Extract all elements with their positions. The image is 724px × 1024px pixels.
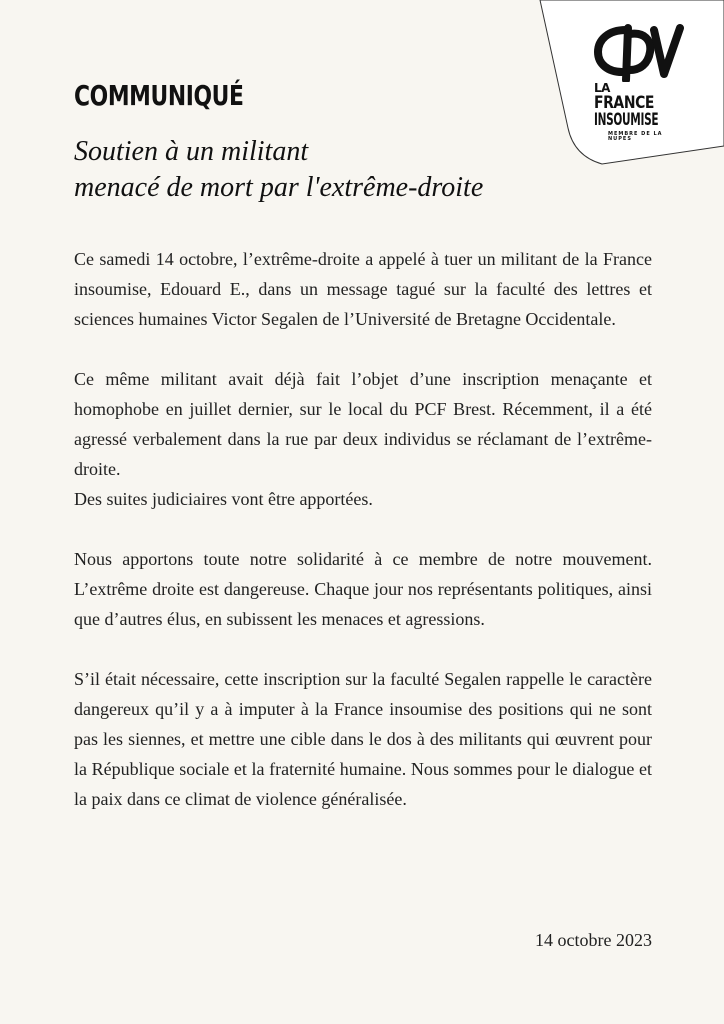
lfi-logo <box>594 24 686 140</box>
paragraph-4: S’il était nécessaire, cette inscription sur la faculté Segalen rappelle le caractère dangereux qu’il y a à imputer à la France insoumise des positions qui ne sont pas les siennes, et mettre une cible dans le dos à des militants qui œuvrent pour la République sociale et la fraternité humaine. Nous sommes pour le dialogue et la paix dans ce climat de violence généralisée. <box>74 669 652 809</box>
subtitle-line-2: menacé de mort par l'extrême-droite <box>74 172 484 203</box>
paragraph-2-last-line: Des suites judiciaires vont être apportées. <box>74 489 373 509</box>
paragraph-2 <box>74 364 652 514</box>
paragraph-2-text: Ce même militant avait déjà fait l’objet d’une inscription menaçante et homophobe en juillet dernier, sur le local du PCF Brest. Récemment, il a été agressé verbalement dans la rue par deux individus se réclamant de l’extrême-droite. <box>74 369 652 479</box>
logo-text-membre: MEMBRE DE LA NUPES <box>608 131 663 142</box>
paragraph-3: Nous apportons toute notre solidarité à ce membre de notre mouvement. L’extrême droite est dangereuse. Chaque jour nos représentants politiques, ainsi que d’autres élus, en subissent les menaces et agressions. <box>74 549 652 629</box>
paragraph-1: Ce samedi 14 octobre, l’extrême-droite a appelé à tuer un militant de la France insoumise, Edouard E., dans un message tagué sur la faculté des lettres et sciences humaines Victor Segalen de l’Université de Bretagne Occidentale. <box>74 249 652 329</box>
subtitle-line-1: Soutien à un militant <box>74 136 309 167</box>
logo-text-insoumise: INSOUMISE <box>594 110 659 130</box>
logo-text-france: FRANCE <box>594 93 655 113</box>
communique-date: 14 octobre 2023 <box>535 930 652 950</box>
logo-text-la: LA <box>594 81 610 95</box>
page-heading: COMMUNIQUÉ <box>74 79 244 112</box>
phi-logo-icon <box>594 24 686 82</box>
page-subtitle <box>74 134 594 206</box>
communique-body <box>74 244 652 814</box>
